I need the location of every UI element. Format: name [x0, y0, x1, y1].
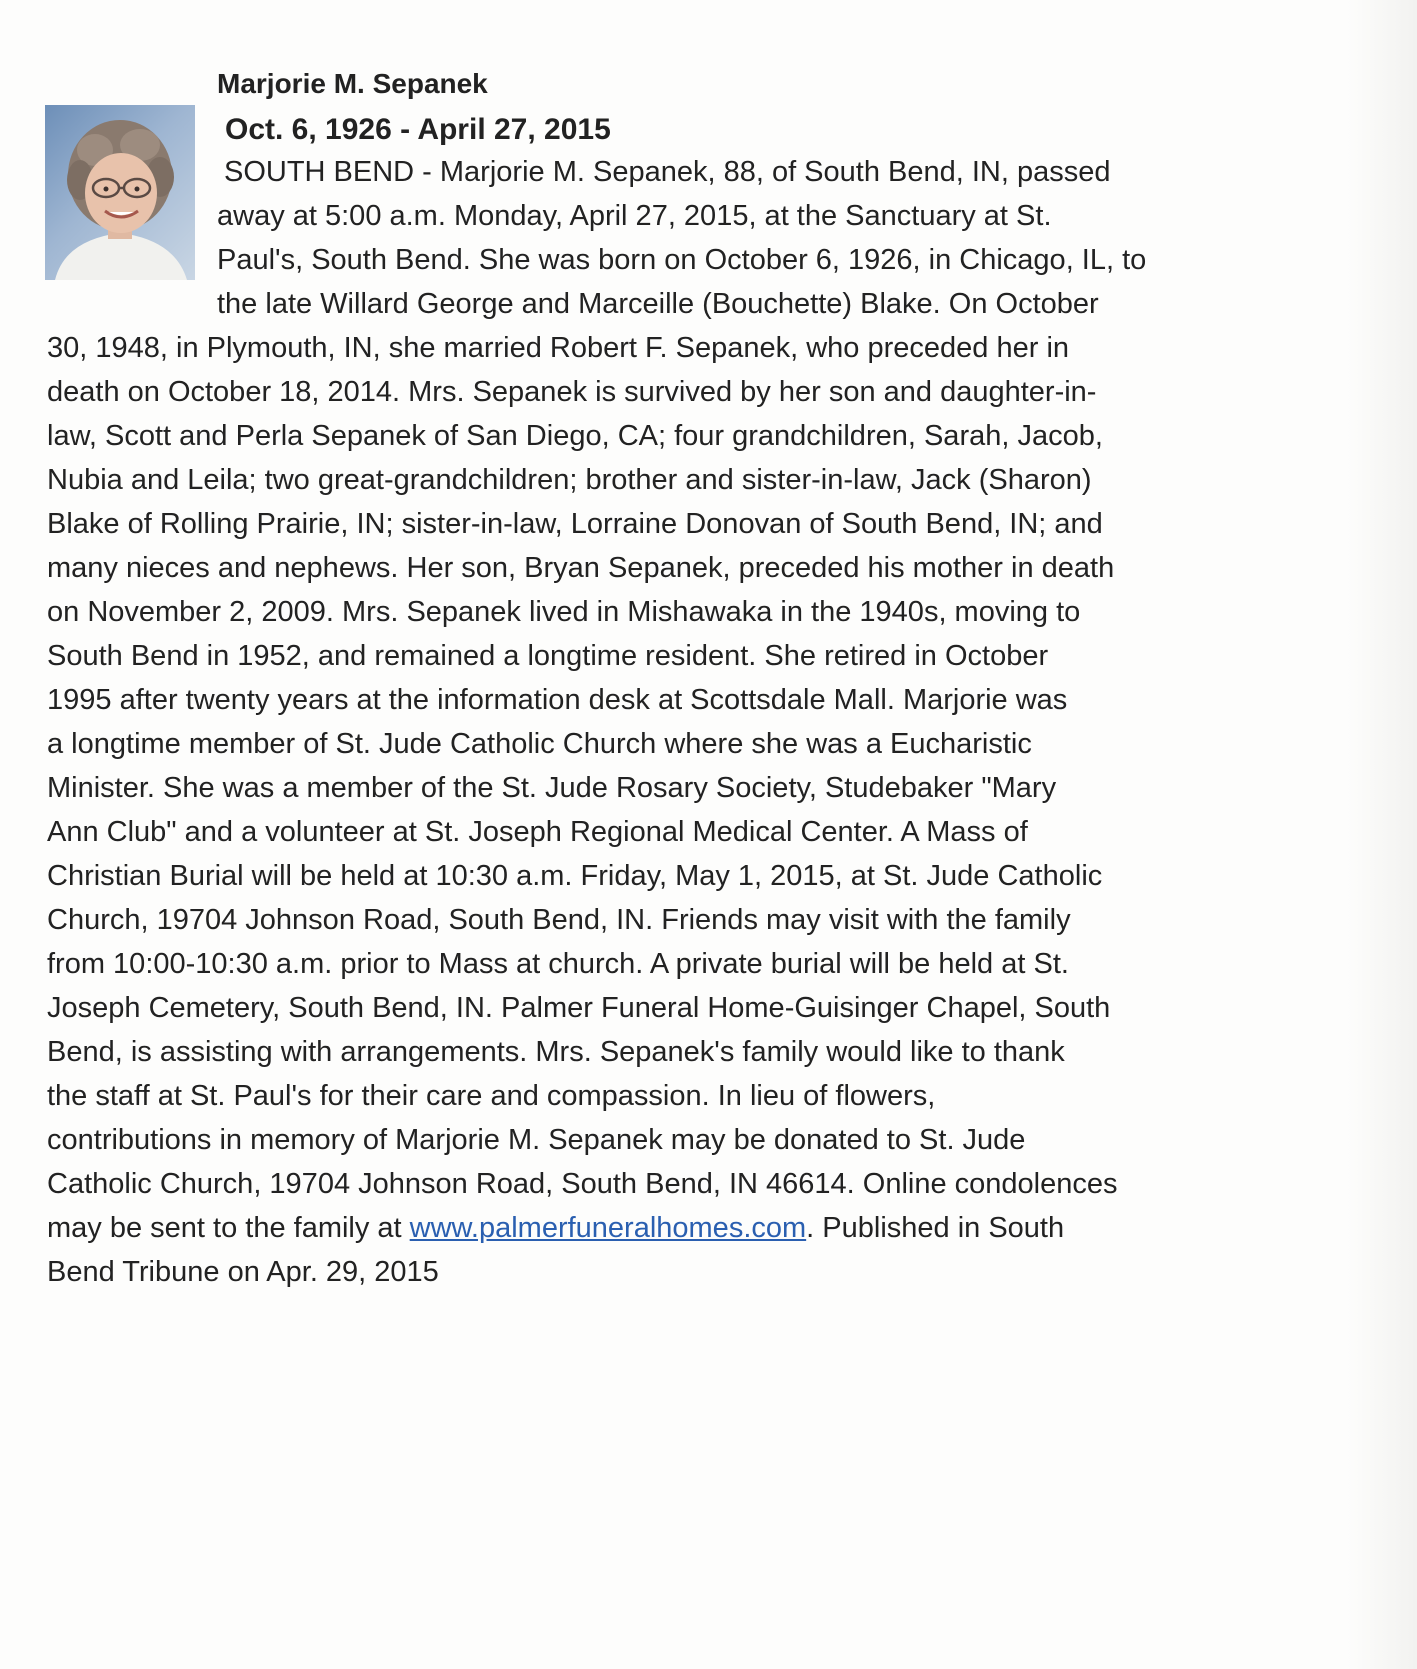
body-line: contributions in memory of Marjorie M. Sepanek may be donated to St. Jude	[47, 1124, 1026, 1156]
body-line-with-link	[47, 1208, 1064, 1248]
link-line-after: . Published in South	[806, 1212, 1065, 1244]
body-line: the staff at St. Paul's for their care and compassion. In lieu of flowers,	[47, 1080, 936, 1112]
body-line-last: Bend Tribune on Apr. 29, 2015	[47, 1256, 439, 1288]
body-line: away at 5:00 a.m. Monday, April 27, 2015, at the Sanctuary at St.	[217, 200, 1052, 232]
portrait-icon	[45, 105, 195, 280]
scan-edge-shadow	[1347, 0, 1417, 1669]
body-line: the late Willard George and Marceille (Bouchette) Blake. On October	[217, 288, 1099, 320]
body-line: law, Scott and Perla Sepanek of San Diego, CA; four grandchildren, Sarah, Jacob,	[47, 420, 1103, 452]
body-line: Church, 19704 Johnson Road, South Bend, IN. Friends may visit with the family	[47, 904, 1071, 936]
link-line-before: may be sent to the family at	[47, 1212, 410, 1244]
body-line: a longtime member of St. Jude Catholic Church where she was a Eucharistic	[47, 728, 1032, 760]
body-line: Ann Club" and a volunteer at St. Joseph Regional Medical Center. A Mass of	[47, 816, 1028, 848]
funeral-home-link[interactable]: www.palmerfuneralhomes.com	[409, 1212, 807, 1244]
portrait-photo	[45, 105, 195, 280]
body-line: Nubia and Leila; two great-grandchildren; brother and sister-in-law, Jack (Sharon)	[47, 464, 1092, 496]
body-line: Christian Burial will be held at 10:30 a.m. Friday, May 1, 2015, at St. Jude Catholic	[47, 860, 1103, 892]
body-line: Catholic Church, 19704 Johnson Road, South Bend, IN 46614. Online condolences	[47, 1168, 1118, 1200]
body-line: Paul's, South Bend. She was born on October 6, 1926, in Chicago, IL, to	[217, 244, 1147, 276]
body-line: Joseph Cemetery, South Bend, IN. Palmer Funeral Home-Guisinger Chapel, South	[47, 992, 1111, 1024]
body-line: on November 2, 2009. Mrs. Sepanek lived in Mishawaka in the 1940s, moving to	[47, 596, 1081, 628]
body-line: Minister. She was a member of the St. Jude Rosary Society, Studebaker "Mary	[47, 772, 1057, 804]
body-line: 30, 1948, in Plymouth, IN, she married Robert F. Sepanek, who preceded her in	[47, 332, 1070, 364]
obituary-dates: Oct. 6, 1926 - April 27, 2015	[225, 113, 611, 146]
body-line: Blake of Rolling Prairie, IN; sister-in-law, Lorraine Donovan of South Bend, IN; and	[47, 508, 1103, 540]
body-line: SOUTH BEND - Marjorie M. Sepanek, 88, of South Bend, IN, passed	[224, 156, 1111, 188]
body-line: South Bend in 1952, and remained a longtime resident. She retired in October	[47, 640, 1049, 672]
body-line: from 10:00-10:30 a.m. prior to Mass at church. A private burial will be held at St.	[47, 948, 1069, 980]
body-line: many nieces and nephews. Her son, Bryan Sepanek, preceded his mother in death	[47, 552, 1115, 584]
obituary-name: Marjorie M. Sepanek	[217, 68, 488, 99]
body-line: 1995 after twenty years at the information desk at Scottsdale Mall. Marjorie was	[47, 684, 1068, 716]
body-line: death on October 18, 2014. Mrs. Sepanek is survived by her son and daughter-in-	[47, 376, 1097, 408]
body-line: Bend, is assisting with arrangements. Mrs. Sepanek's family would like to thank	[47, 1036, 1065, 1068]
